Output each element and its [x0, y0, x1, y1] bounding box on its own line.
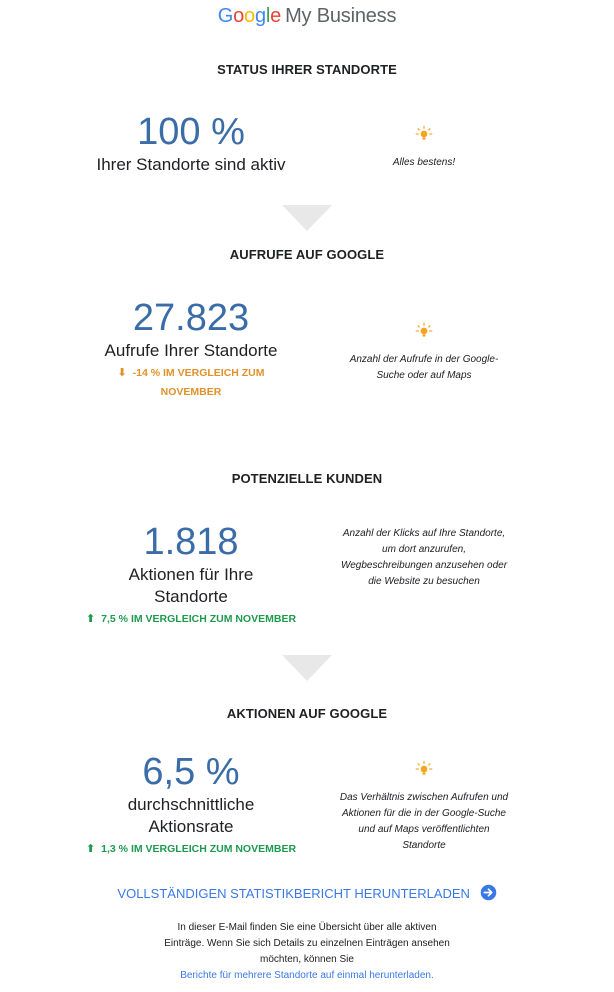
footer-download-link[interactable]: Berichte für mehrere Standorte auf einmal herunterladen. — [180, 970, 434, 981]
status-label: Ihrer Standorte sind aktiv — [96, 155, 286, 174]
download-report-label[interactable]: VOLLSTÄNDIGEN STATISTIKBERICHT HERUNTERLADEN — [117, 886, 470, 901]
status-tip — [326, 125, 522, 171]
logo-letter-o1: o — [233, 5, 245, 27]
customers-label — [60, 564, 322, 608]
arrow-circle-right-icon[interactable] — [480, 884, 497, 901]
logo-letter-l: l — [265, 5, 271, 27]
section-title-actions: AKTIONEN AUF GOOGLE — [226, 706, 388, 721]
google-my-business-logo — [0, 5, 614, 28]
customers-label-line1: Aktionen für Ihre — [128, 565, 254, 584]
actions-comparison — [60, 840, 322, 859]
views-comparison — [60, 364, 322, 402]
lightbulb-icon — [415, 760, 433, 778]
views-tip — [326, 322, 522, 384]
customers-metric — [60, 520, 322, 629]
actions-tip-text — [326, 790, 522, 854]
logo-letter-g: G — [217, 5, 234, 27]
status-value: 100 % — [137, 111, 245, 153]
views-value: 27.823 — [132, 297, 250, 339]
actions-tip-line4: Standorte — [402, 840, 446, 851]
customers-tip-line2: um dort anzurufen, — [382, 544, 466, 555]
views-metric — [60, 296, 322, 402]
actions-comparison-text: 1,3 % IM VERGLEICH ZUM NOVEMBER — [101, 843, 297, 855]
actions-tip-line1: Das Verhältnis zwischen Aufrufen und — [339, 792, 509, 803]
footer-text — [150, 920, 464, 984]
arrow-up-icon: ⬆ — [85, 843, 96, 855]
section-divider-arrow — [282, 655, 332, 681]
actions-label-line2: Aktionsrate — [148, 817, 234, 836]
section-title-status: STATUS IHRER STANDORTE — [217, 62, 397, 77]
actions-tip-line3: und auf Maps veröffentlichten — [358, 824, 490, 835]
lightbulb-icon — [415, 125, 433, 143]
actions-tip-line2: Aktionen für die in der Google-Suche — [342, 808, 506, 819]
section-title-customers: POTENZIELLE KUNDEN — [231, 471, 383, 486]
status-metric — [60, 110, 322, 176]
footer-line2: Einträge. Wenn Sie sich Details zu einzelnen Einträgen ansehen — [164, 938, 450, 949]
section-title-views: AUFRUFE AUF GOOGLE — [229, 247, 385, 262]
actions-label-line1: durchschnittliche — [127, 795, 255, 814]
actions-value: 6,5 % — [142, 751, 240, 793]
actions-metric — [60, 750, 322, 859]
customers-value: 1.818 — [143, 521, 239, 563]
actions-label — [60, 794, 322, 838]
logo-letter-e: e — [270, 5, 282, 27]
footer-line1: In dieser E-Mail finden Sie eine Übersicht über alle aktiven — [177, 922, 437, 933]
customers-tip-line3: Wegbeschreibungen anzusehen oder — [340, 560, 508, 571]
arrow-down-icon: ⬇ — [117, 367, 127, 379]
actions-tip — [326, 760, 522, 854]
logo-letter-o2: o — [244, 5, 255, 27]
download-report-link[interactable] — [0, 884, 614, 901]
views-tip-line1: Anzahl der Aufrufe in der Google- — [349, 354, 499, 365]
status-tip-text: Alles bestens! — [392, 157, 456, 168]
views-comparison-line1: -14 % IM VERGLEICH ZUM — [132, 367, 265, 379]
views-tip-line2: Suche oder auf Maps — [376, 370, 472, 381]
views-label: Aufrufe Ihrer Standorte — [104, 341, 278, 360]
customers-tip — [326, 526, 522, 590]
section-divider-arrow — [282, 205, 332, 231]
customers-label-line2: Standorte — [154, 587, 228, 606]
customers-comparison-text: 7,5 % IM VERGLEICH ZUM NOVEMBER — [101, 613, 297, 625]
customers-tip-text — [326, 526, 522, 590]
logo-product-name: My Business — [285, 5, 397, 27]
views-tip-text — [326, 352, 522, 384]
lightbulb-icon — [415, 322, 433, 340]
logo-letter-g2: g — [254, 5, 266, 27]
footer-line3: möchten, können Sie — [260, 954, 354, 965]
customers-tip-line4: die Website zu besuchen — [368, 576, 480, 587]
customers-comparison — [60, 610, 322, 629]
views-comparison-line2: NOVEMBER — [160, 386, 222, 398]
arrow-up-icon: ⬆ — [85, 613, 96, 625]
customers-tip-line1: Anzahl der Klicks auf Ihre Standorte, — [342, 528, 506, 539]
